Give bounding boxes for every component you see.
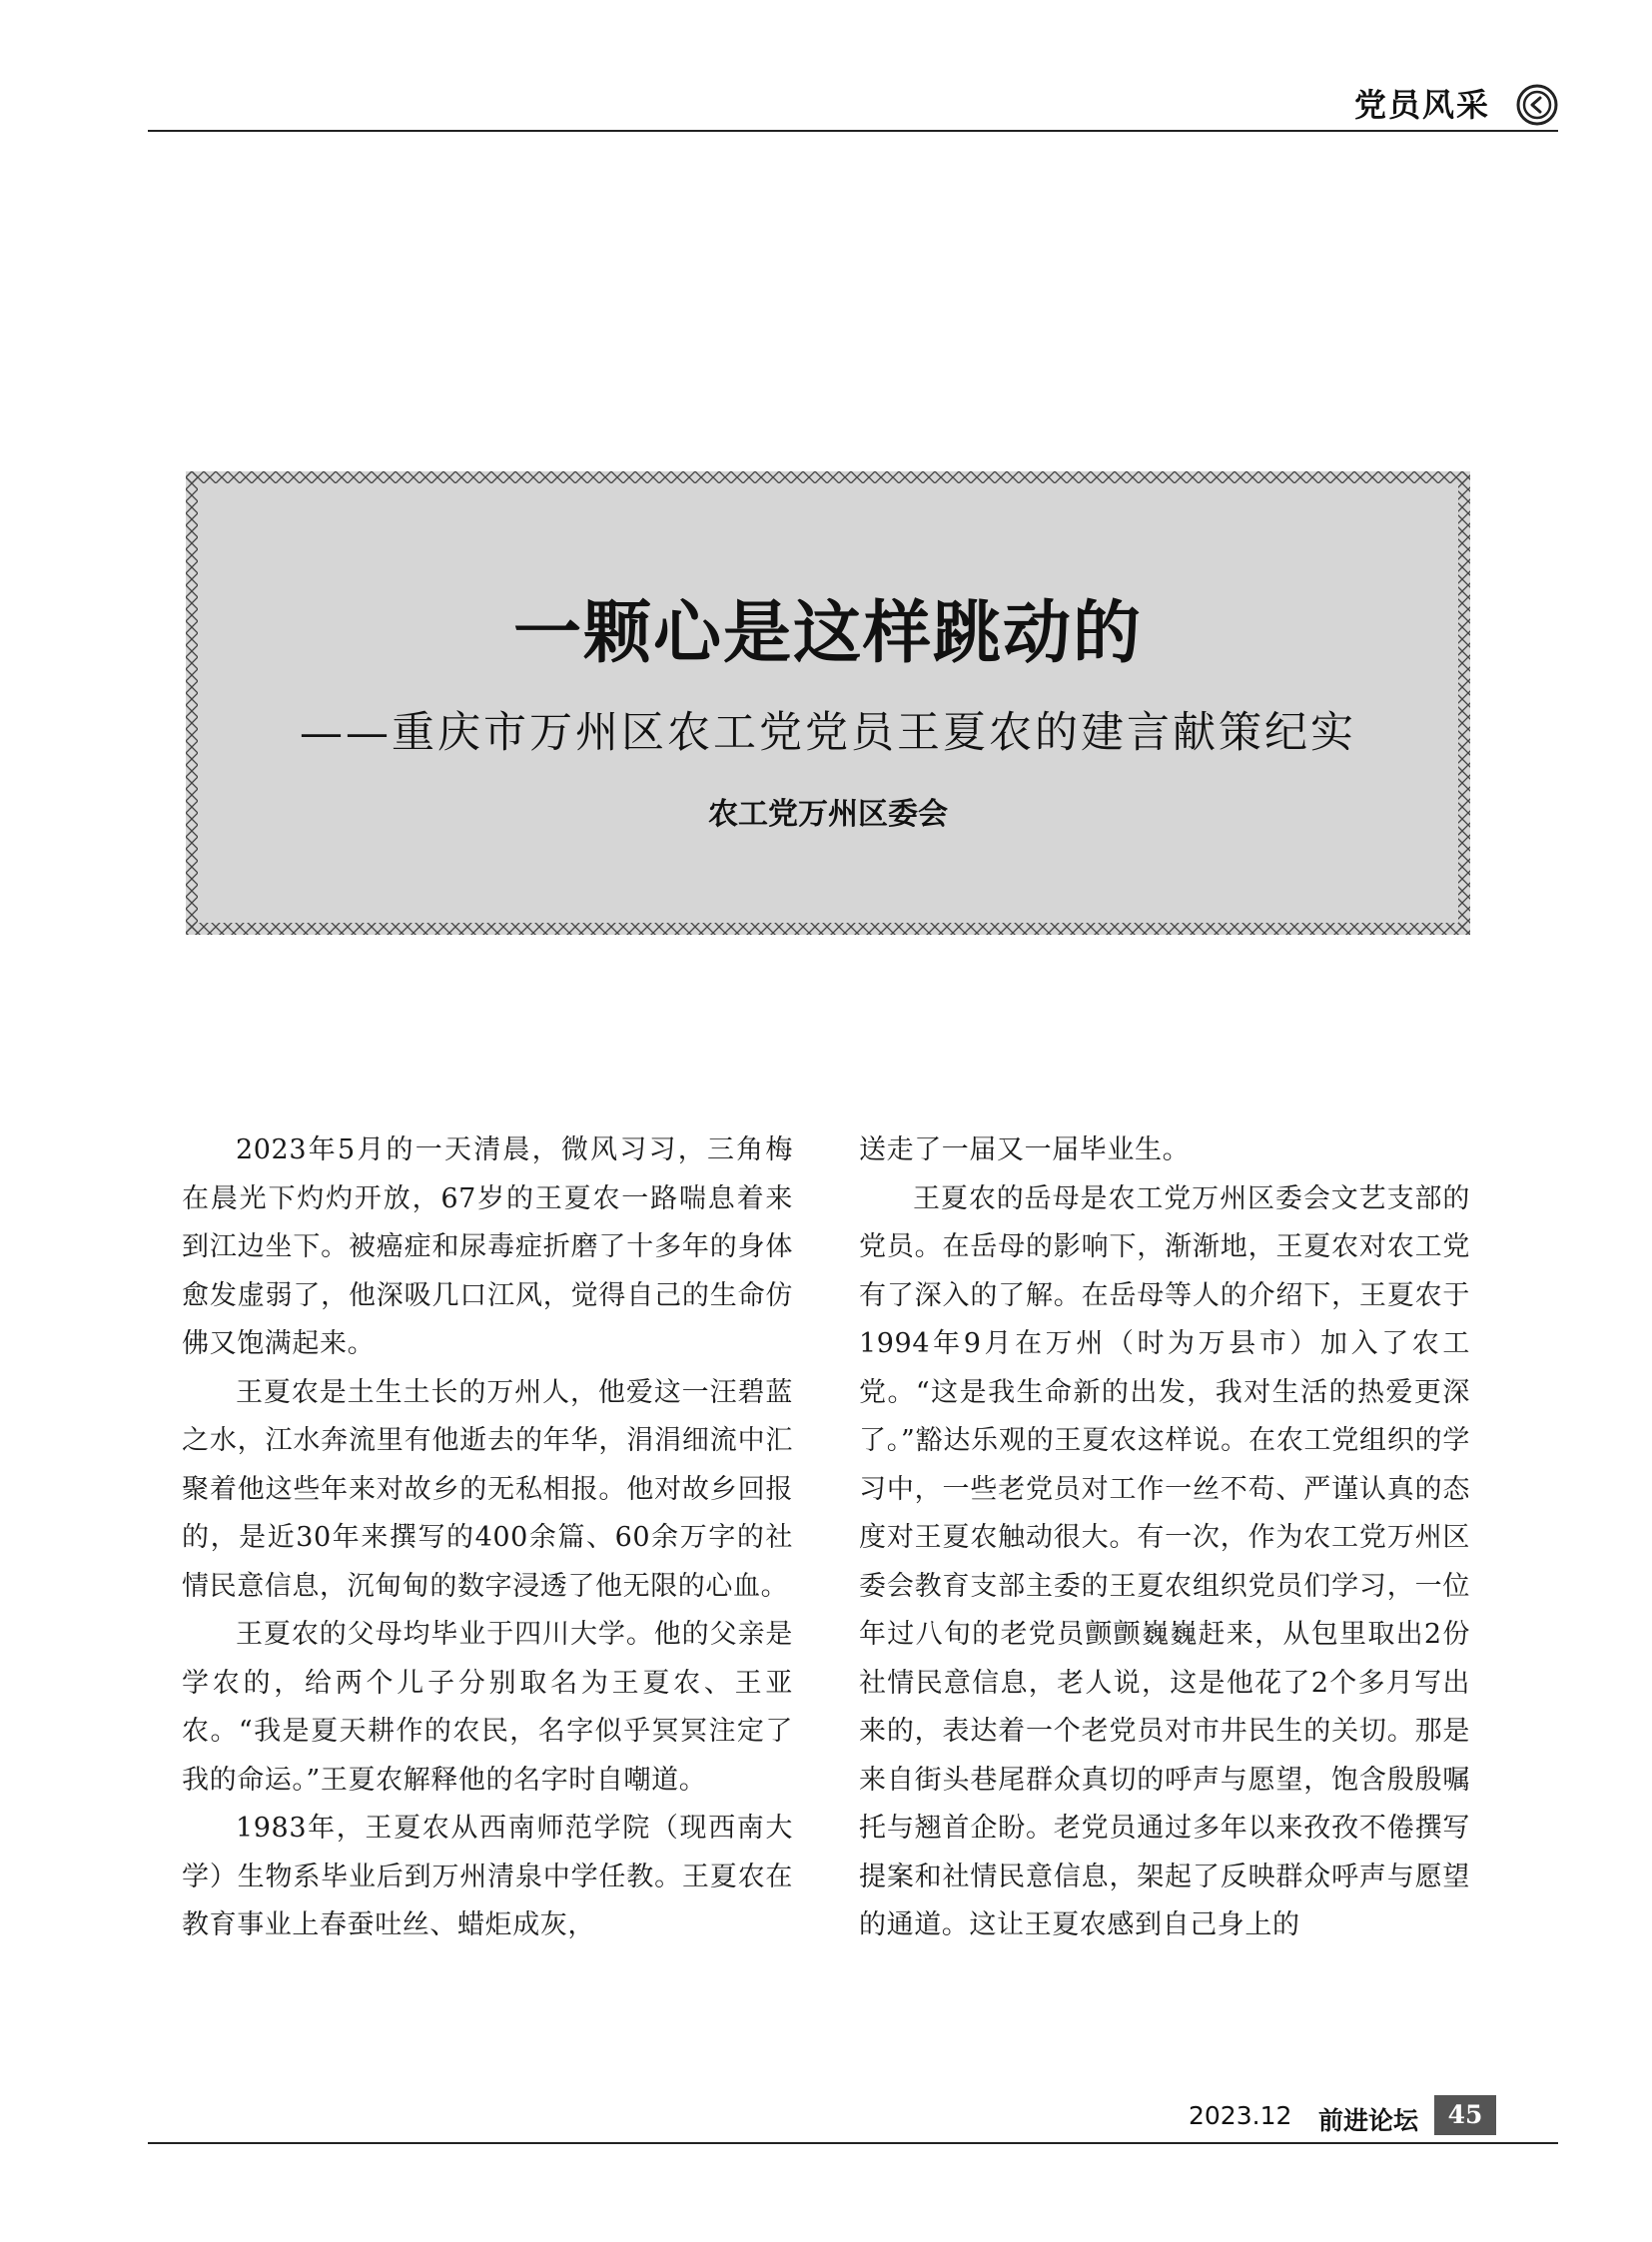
- paragraph: 1983年，王夏农从西南师范学院（现西南大学）生物系毕业后到万州清泉中学任教。王夏农在教育事业上春蚕吐丝、蜡炬成灰，: [182, 1813, 793, 1940]
- paragraph: 王夏农的父母均毕业于四川大学。他的父亲是学农的，给两个儿子分别取名为王夏农、王亚农。“我是夏天耕作的农民，名字似乎冥冥注定了我的命运。”王夏农解释他的名字时自嘲道。: [182, 1619, 793, 1796]
- paragraph: 王夏农是土生土长的万州人，他爱这一汪碧蓝之水，江水奔流里有他逝去的年华，涓涓细流中汇聚着他这些年来对故乡的无私相报。他对故乡回报的，是近30年来撰写的400余篇、60余万字的社情民意信息，沉甸甸的数字浸透了他无限的心血。: [182, 1376, 793, 1602]
- journal-name: 前进论坛: [1318, 2106, 1419, 2135]
- article-title: 一颗心是这样跳动的: [512, 594, 1143, 673]
- page-number: 45: [1434, 2095, 1496, 2135]
- article-subtitle: ——重庆市万州区农工党党员王夏农的建言献策纪实: [300, 708, 1356, 758]
- body-left-column: [182, 1126, 793, 1950]
- paragraph: 王夏农的岳母是农工党万州区委会文艺支部的党员。在岳母的影响下，渐渐地，王夏农对农工党有了深入的了解。在岳母等人的介绍下，王夏农于1994年9月在万州（时为万县市）加入了农工党。“这是我生命新的出发，我对生活的热爱更深了。”豁达乐观的王夏农这样说。在农工党组织的学习中，一些老党员对工作一丝不苟、严谨认真的态度对王夏农触动很大。有一次，作为农工党万州区委会教育支部主委的王夏农组织党员们学习，一位年过八旬的老党员颤颤巍巍赶来，从包里取出2份社情民意信息，老人说，这是他花了2个多月写出来的，表达着一个老党员对市井民生的关切。那是来自街头巷尾群众真切的呼声与愿望，饱含殷殷嘱托与翘首企盼。老党员通过多年以来孜孜不倦撰写提案和社情民意信息，架起了反映群众呼声与愿望的通道。这让王夏农感到自己身上的: [859, 1182, 1470, 1940]
- paragraph-continuation: 送走了一届又一届毕业生。: [859, 1134, 1191, 1165]
- header-divider: [148, 130, 1558, 132]
- body-right-column: [859, 1126, 1470, 1950]
- article-author: 农工党万州区委会: [708, 797, 948, 832]
- paragraph: 2023年5月的一天清晨，微风习习，三角梅在晨光下灼灼开放，67岁的王夏农一路喘息着来到江边坐下。被癌症和尿毒症折磨了十多年的身体愈发虚弱了，他深吸几口江风，觉得自己的生命仿佛又饱满起来。: [182, 1134, 793, 1359]
- footer-divider: [148, 2142, 1558, 2144]
- left-arrow-circle-icon: [1516, 84, 1558, 126]
- title-box: [186, 471, 1470, 935]
- issue-date: 2023.12: [1189, 2101, 1292, 2130]
- section-title: 党员风采: [1353, 86, 1490, 124]
